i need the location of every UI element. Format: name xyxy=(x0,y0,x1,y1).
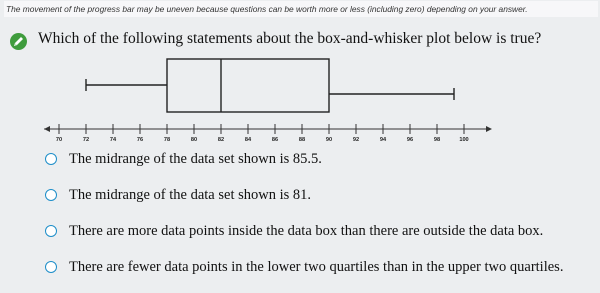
axis-tick-label: 94 xyxy=(379,137,387,143)
radio-button-4[interactable] xyxy=(45,261,57,273)
axis-tick-label: 72 xyxy=(82,137,90,143)
option-2[interactable] xyxy=(45,185,311,205)
option-3-label: There are more data points inside the data box than there are outside the data box. xyxy=(69,222,544,239)
axis-tick-label: 74 xyxy=(109,137,117,143)
axis-tick-label: 80 xyxy=(190,137,198,143)
axis-tick-label: 86 xyxy=(271,137,279,143)
axis-tick-label: 82 xyxy=(217,137,225,143)
iqr-box xyxy=(167,59,329,112)
axis-tick-label: 96 xyxy=(406,137,414,143)
question-text: Which of the following statements about the box-and-whisker plot below is true? xyxy=(38,30,542,47)
number-line-arrow-left xyxy=(44,126,50,132)
option-4[interactable] xyxy=(45,257,563,277)
axis-tick-label: 90 xyxy=(325,137,333,143)
progress-notice: The movement of the progress bar may be uneven because questions can be worth more or less (including zero) depending on your answer. xyxy=(4,1,598,17)
axis-tick-label: 92 xyxy=(352,137,360,143)
axis-tick-label: 88 xyxy=(298,137,306,143)
axis-tick-label: 98 xyxy=(433,137,441,143)
option-2-label: The midrange of the data set shown is 81. xyxy=(69,186,312,203)
box-whisker-plot xyxy=(0,52,600,152)
axis-tick-label: 78 xyxy=(163,137,171,143)
option-1[interactable] xyxy=(45,149,322,169)
axis-tick-label: 100 xyxy=(459,137,469,143)
axis-tick-label: 76 xyxy=(136,137,144,143)
radio-button-2[interactable] xyxy=(45,189,57,201)
number-line-arrow-right xyxy=(486,126,492,132)
option-3[interactable] xyxy=(45,221,543,241)
axis-tick-label: 70 xyxy=(55,137,63,143)
axis-tick-label: 84 xyxy=(244,137,252,143)
option-1-label: The midrange of the data set shown is 85.5. xyxy=(69,150,322,167)
radio-button-3[interactable] xyxy=(45,225,57,237)
pencil-icon xyxy=(10,33,27,50)
option-4-label: There are fewer data points in the lower two quartiles than in the upper two quartiles. xyxy=(69,258,564,275)
radio-button-1[interactable] xyxy=(45,153,57,165)
